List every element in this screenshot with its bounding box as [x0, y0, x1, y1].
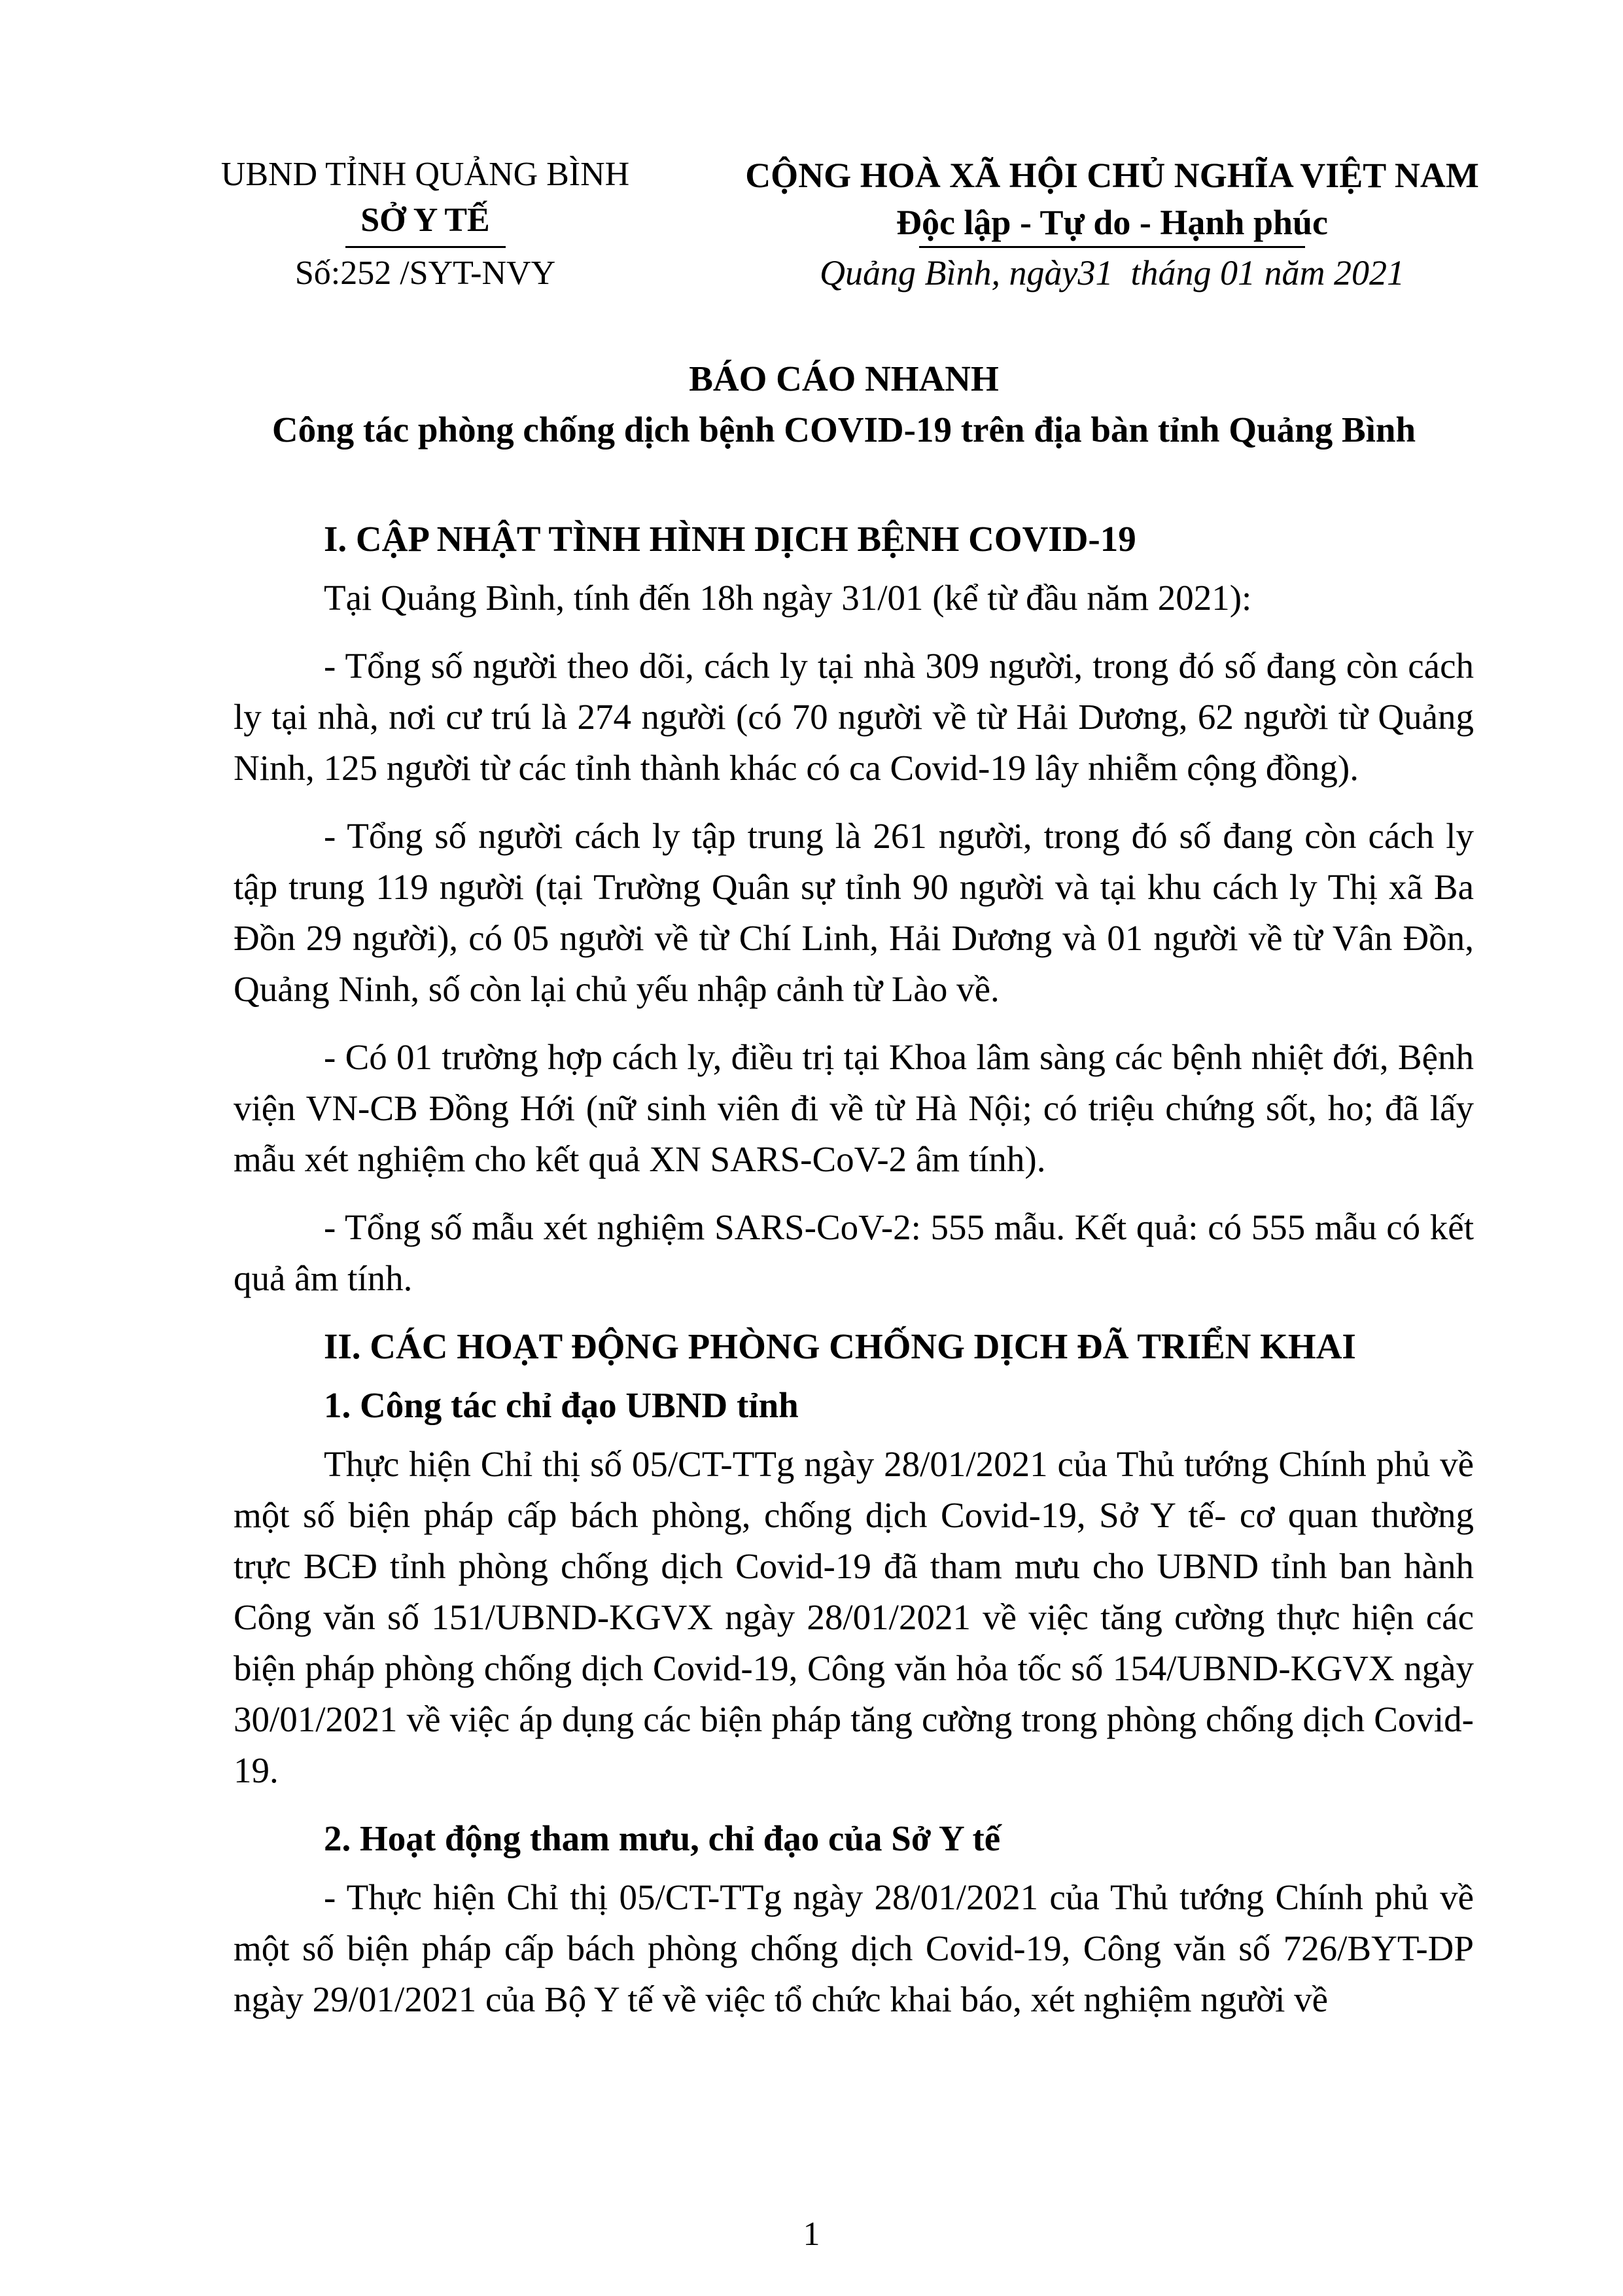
paragraph: - Thực hiện Chỉ thị 05/CT-TTg ngày 28/01/2021 của Thủ tướng Chính phủ về một số biện pháp cấp bách phòng chống dịch Covid-19, Công văn số 726/BYT-DP ngày 29/01/2021 của Bộ Y tế về việc tổ chức khai báo, xét nghiệm người về	[234, 1877, 1474, 2019]
document-number	[190, 251, 661, 296]
section-heading-1: I. CẬP NHẬT TÌNH HÌNH DỊCH BỆNH COVID-19	[324, 519, 1136, 559]
report-title-block	[196, 353, 1492, 455]
paragraph: Thực hiện Chỉ thị số 05/CT-TTg ngày 28/01/2021 của Thủ tướng Chính phủ về một số biện pháp cấp bách phòng, chống dịch Covid-19, Sở Y tế- cơ quan thường trực BCĐ tỉnh phòng chống dịch Covid-19 đã tham mưu cho UBND tỉnh ban hành Công văn số 151/UBND-KGVX ngày 28/01/2021 về việc tăng cường thực hiện các biện pháp phòng chống dịch Covid-19, Công văn hỏa tốc số 154/UBND-KGVX ngày 30/01/2021 về việc áp dụng các biện pháp tăng cường trong phòng chống dịch Covid-19.	[234, 1444, 1474, 1790]
national-header	[720, 152, 1505, 296]
department-underline	[345, 246, 506, 248]
page-number: 1	[803, 2216, 820, 2253]
paragraph: - Tổng số người cách ly tập trung là 261 người, trong đó số đang còn cách ly tập trung 119 người (tại Trường Quân sự tỉnh 90 người và tại khu cách ly Thị xã Ba Đồn 29 người), có 05 người về từ Chí Linh, Hải Dương và 01 người về từ Vân Đồn, Quảng Ninh, số còn lại chủ yếu nhập cảnh từ Lào về.	[234, 816, 1474, 1009]
report-subtitle: Công tác phòng chống dịch bệnh COVID-19 trên địa bàn tỉnh Quảng Bình	[271, 410, 1416, 450]
agency-name: UBND TỈNH QUẢNG BÌNH	[220, 156, 630, 193]
issuer-block	[190, 152, 661, 296]
subsection-heading-2: 2. Hoạt động tham mưu, chỉ đạo của Sở Y tế	[324, 1818, 1001, 1858]
document-number-suffix: /SYT-NVY	[400, 255, 556, 292]
date-day: 31	[1077, 253, 1113, 292]
document-number-value: 252	[340, 255, 392, 292]
paragraph: - Tổng số mẫu xét nghiệm SARS-CoV-2: 555 mẫu. Kết quả: có 555 mẫu có kết quả âm tính.	[234, 1207, 1474, 1298]
paragraph: Tại Quảng Bình, tính đến 18h ngày 31/01 (kể từ đầu năm 2021):	[324, 578, 1252, 618]
issue-date	[720, 249, 1505, 296]
report-title: BÁO CÁO NHANH	[689, 359, 999, 398]
subsection-heading-1: 1. Công tác chỉ đạo UBND tỉnh	[324, 1385, 799, 1425]
date-suffix: tháng 01 năm 2021	[1130, 253, 1405, 292]
motto-underline	[919, 246, 1305, 248]
date-prefix: Quảng Bình, ngày	[820, 253, 1078, 292]
paragraph: - Tổng số người theo dõi, cách ly tại nhà 309 người, trong đó số đang còn cách ly tại nhà, nơi cư trú là 274 người (có 70 người về từ Hải Dương, 62 người từ Quảng Ninh, 125 người từ các tỉnh thành khác có ca Covid-19 lây nhiễm cộng đồng).	[234, 646, 1474, 788]
report-body	[234, 514, 1474, 2042]
nation-name: CỘNG HOÀ XÃ HỘI CHỦ NGHĨA VIỆT NAM	[745, 156, 1479, 195]
document-number-prefix: Số:	[294, 255, 341, 292]
paragraph: - Có 01 trường hợp cách ly, điều trị tại Khoa lâm sàng các bệnh nhiệt đới, Bệnh viện VN-CB Đồng Hới (nữ sinh viên đi về từ Hà Nội; có triệu chứng sốt, ho; đã lấy mẫu xét nghiệm cho kết quả XN SARS-CoV-2 âm tính).	[234, 1037, 1474, 1179]
national-motto: Độc lập - Tự do - Hạnh phúc	[896, 203, 1329, 242]
section-heading-2: II. CÁC HOẠT ĐỘNG PHÒNG CHỐNG DỊCH ĐÃ TRIỂN KHAI	[324, 1326, 1356, 1366]
department-name: SỞ Y TẾ	[360, 202, 490, 239]
